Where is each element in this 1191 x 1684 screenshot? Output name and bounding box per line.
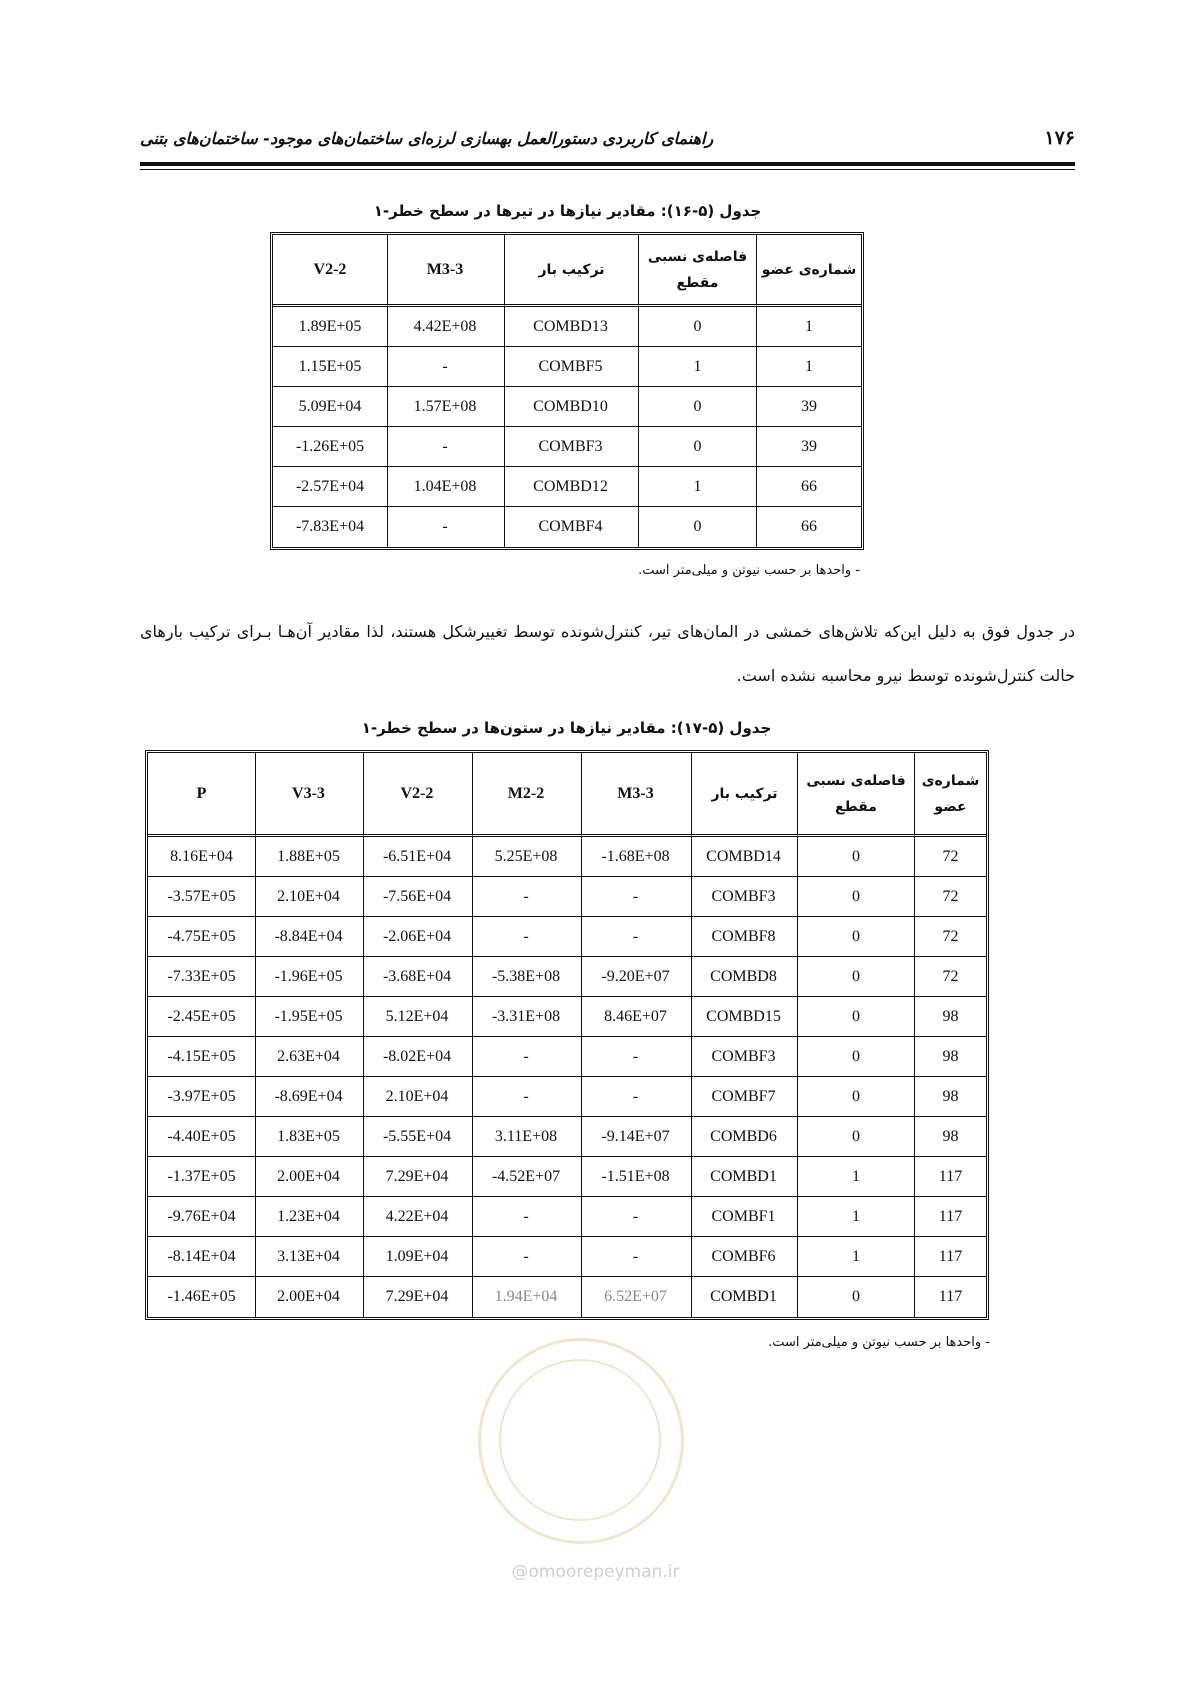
table-cell: 2.00E+04 (255, 1277, 363, 1317)
table-cell: COMBD13 (504, 307, 638, 347)
table-cell: 0 (638, 387, 756, 427)
table-cell: 5.25E+08 (472, 837, 581, 877)
table-cell: -2.06E+04 (363, 917, 472, 957)
table-cell: 117 (914, 1277, 986, 1317)
table-cell: 117 (914, 1237, 986, 1277)
seal-inner-ring (499, 1359, 661, 1521)
table-row (148, 837, 986, 877)
table-cell: -1.46E+05 (167, 1288, 236, 1305)
table-cell: 0 (797, 1117, 914, 1157)
table-cell: 1.04E+08 (387, 467, 504, 507)
table-cell: - (581, 1077, 691, 1117)
table-cell: - (581, 877, 691, 917)
table-cell: - (472, 1037, 581, 1077)
header-rule-thin (140, 169, 1075, 170)
table-cell: 66 (756, 507, 861, 547)
table-row (148, 957, 986, 997)
table-row (148, 1157, 986, 1197)
table-cell: 3.13E+04 (255, 1237, 363, 1277)
header-load-combination: ترکیب بار (504, 235, 638, 307)
table-cell: 72 (914, 917, 986, 957)
header-v3-3: V3-3 (255, 753, 363, 837)
table-row (273, 347, 861, 387)
table-cell: 7.29E+04 (363, 1277, 472, 1317)
table-cell: 1.94E+04 (472, 1277, 581, 1317)
table-cell: 0 (797, 917, 914, 957)
table-cell: -8.02E+04 (363, 1037, 472, 1077)
table-cell: COMBD6 (691, 1117, 797, 1157)
table-cell: 1.15E+05 (273, 347, 387, 387)
table-cell: -3.68E+04 (363, 957, 472, 997)
table-cell: COMBD1 (691, 1277, 797, 1317)
table-cell: - (472, 877, 581, 917)
table2-caption: جدول (۵-۱۷): مقادیر نیازها در ستون‌ها در سطح خطر-۱ (361, 719, 772, 737)
table-cell: -1.96E+05 (255, 957, 363, 997)
table-cell: COMBD12 (504, 467, 638, 507)
header-relative-distance: فاصله‌ی نسبی مقطع (638, 235, 756, 307)
header-m2-2: M2-2 (472, 753, 581, 837)
table-cell: COMBD8 (691, 957, 797, 997)
table-row (148, 997, 986, 1037)
table-cell: -5.38E+08 (472, 957, 581, 997)
table-cell: -6.51E+04 (363, 837, 472, 877)
table-cell: COMBD1 (691, 1157, 797, 1197)
table-cell: 1 (797, 1237, 914, 1277)
table-cell: 98 (914, 1037, 986, 1077)
table-cell: -2.45E+05 (148, 997, 255, 1037)
table-cell: 6.52E+07 (581, 1277, 691, 1317)
table-cell: COMBD10 (504, 387, 638, 427)
table-cell: -7.83E+04 (295, 518, 365, 535)
table-cell: COMBF3 (504, 427, 638, 467)
table-row (273, 427, 861, 467)
table-cell: 2.10E+04 (363, 1077, 472, 1117)
table-cell: 0 (797, 957, 914, 997)
table-cell: COMBF5 (504, 347, 638, 387)
table-cell: COMBF1 (691, 1197, 797, 1237)
table-cell: COMBF8 (691, 917, 797, 957)
table-cell: -5.55E+04 (363, 1117, 472, 1157)
table-cell: 0 (797, 1077, 914, 1117)
table-row (148, 917, 986, 957)
table-row (148, 1277, 986, 1317)
table-cell: 98 (914, 1077, 986, 1117)
table-cell: 1.23E+04 (255, 1197, 363, 1237)
page-number: ۱۷۶ (1044, 127, 1075, 149)
table-cell: COMBF3 (691, 877, 797, 917)
table-row (148, 1037, 986, 1077)
table-cell: -4.75E+05 (148, 917, 255, 957)
table1-caption: جدول (۵-۱۶): مقادیر نیازها در تیرها در سطح خطر-۱ (373, 202, 762, 220)
table-cell: 0 (638, 427, 756, 467)
table-cell: 98 (914, 997, 986, 1037)
table-cell: -7.33E+05 (148, 957, 255, 997)
table-cell: -4.15E+05 (148, 1037, 255, 1077)
table-cell: -4.52E+07 (472, 1157, 581, 1197)
table-cell: 2.00E+04 (255, 1157, 363, 1197)
header-member-number: شماره‌ی عضو (756, 235, 861, 307)
table-cell: 1.88E+05 (255, 837, 363, 877)
table-cell: - (472, 1237, 581, 1277)
table-row (273, 307, 861, 347)
table-cell: 0 (797, 837, 914, 877)
table-cell: 0 (797, 1037, 914, 1077)
header-load-combination: ترکیب بار (691, 753, 797, 837)
table-cell: - (472, 917, 581, 957)
table-cell: 72 (914, 877, 986, 917)
table-cell: -3.31E+08 (472, 997, 581, 1037)
table-cell: 98 (914, 1117, 986, 1157)
table-cell: 0 (638, 507, 756, 547)
table-row (148, 877, 986, 917)
table-cell: 1.09E+04 (363, 1237, 472, 1277)
table-cell: 1 (797, 1197, 914, 1237)
table-cell: -2.57E+04 (273, 467, 387, 507)
table-cell: 72 (914, 837, 986, 877)
column-demands-table (145, 750, 989, 1320)
table-cell: 1 (797, 1157, 914, 1197)
table-row (273, 467, 861, 507)
book-title: راهنمای کاربردی دستورالعمل بهسازی لرزه‌ای ساختمان‌های موجود- ساختمان‌های بتنی (140, 128, 714, 148)
table-cell: -1.68E+08 (581, 837, 691, 877)
table-cell: 2.10E+04 (255, 877, 363, 917)
table2-units-note: - واحدها بر حسب نیوتن و میلی‌متر است. (768, 1335, 990, 1350)
table-row (273, 507, 861, 547)
table-cell: 39 (756, 427, 861, 467)
table-cell: 117 (914, 1157, 986, 1197)
table-cell: COMBF6 (691, 1237, 797, 1277)
table-cell: -1.95E+05 (255, 997, 363, 1037)
table-cell: 117 (914, 1197, 986, 1237)
publisher-seal-watermark (478, 1338, 684, 1544)
table-row (148, 1197, 986, 1237)
header-member-number: شماره‌ی عضو (914, 753, 986, 837)
table-cell: - (581, 1237, 691, 1277)
table1-header-row (273, 235, 861, 307)
table-cell: 1 (638, 347, 756, 387)
table-cell: - (387, 507, 504, 547)
beam-demands-table (270, 232, 864, 550)
header-rule-thick (140, 162, 1075, 166)
table-cell: COMBD15 (691, 997, 797, 1037)
table-cell: 5.09E+04 (273, 387, 387, 427)
table-cell: -9.14E+07 (581, 1117, 691, 1157)
watermark-url: @omoorepeyman.ir (511, 1562, 680, 1582)
header-m3-3: M3-3 (387, 235, 504, 307)
table-cell: -4.40E+05 (148, 1117, 255, 1157)
table-cell: -9.76E+04 (148, 1197, 255, 1237)
page-header (140, 118, 1075, 158)
table-cell: 0 (638, 307, 756, 347)
table-cell: 8.46E+07 (581, 997, 691, 1037)
table-cell: -7.56E+04 (363, 877, 472, 917)
table-cell: 1 (756, 307, 861, 347)
table-cell: -8.84E+04 (255, 917, 363, 957)
table-cell: - (387, 347, 504, 387)
table-row (148, 1237, 986, 1277)
table-cell: -8.69E+04 (255, 1077, 363, 1117)
table-cell: COMBD14 (691, 837, 797, 877)
header-m3-3: M3-3 (581, 753, 691, 837)
table-cell: -9.20E+07 (581, 957, 691, 997)
table-cell: 1.89E+05 (273, 307, 387, 347)
table-cell: 0 (797, 997, 914, 1037)
table-cell: 1.83E+05 (255, 1117, 363, 1157)
table-cell: COMBF7 (691, 1077, 797, 1117)
table-cell: 1 (638, 467, 756, 507)
table-cell: - (581, 917, 691, 957)
body-paragraph: در جدول فوق به دلیل این‌که تلاش‌های خمشی در المان‌های تیر، کنترل‌شونده توسط تغییرشکل هستند، لذا مقادیر آن‌هـا بـرای ترکیب بارهای حالت کنترل‌شونده توسط نیرو محاسبه نشده است. (140, 622, 1075, 685)
table-cell: -1.26E+05 (273, 427, 387, 467)
header-p: P (148, 753, 255, 837)
table-cell: -8.14E+04 (148, 1237, 255, 1277)
table-cell: -3.57E+05 (148, 877, 255, 917)
table-cell: COMBF4 (504, 507, 638, 547)
table-row (148, 1117, 986, 1157)
table-cell: 72 (914, 957, 986, 997)
header-v2-2: V2-2 (363, 753, 472, 837)
table-row (273, 387, 861, 427)
table-cell: 0 (797, 877, 914, 917)
table-cell: - (472, 1197, 581, 1237)
table-cell: 4.42E+08 (387, 307, 504, 347)
header-v2-2: V2-2 (273, 235, 387, 307)
table-cell: 4.22E+04 (363, 1197, 472, 1237)
table-cell: 1 (756, 347, 861, 387)
table1-units-note: - واحدها بر حسب نیوتن و میلی‌متر است. (638, 563, 860, 578)
table-cell: COMBF3 (691, 1037, 797, 1077)
table-cell: 0 (797, 1277, 914, 1317)
table-cell: - (581, 1197, 691, 1237)
table-cell: - (581, 1037, 691, 1077)
table-row (148, 1077, 986, 1117)
table-cell: - (472, 1077, 581, 1117)
table-cell: 39 (756, 387, 861, 427)
table-cell: -1.51E+08 (581, 1157, 691, 1197)
table-cell: 1.57E+08 (387, 387, 504, 427)
table-cell: 66 (756, 467, 861, 507)
table-cell: 5.12E+04 (363, 997, 472, 1037)
table2-header-row (148, 753, 986, 837)
header-relative-distance: فاصله‌ی نسبی مقطع (797, 753, 914, 837)
table-cell: 7.29E+04 (363, 1157, 472, 1197)
table-cell: 8.16E+04 (148, 837, 255, 877)
table-cell: -3.97E+05 (148, 1077, 255, 1117)
table-cell: 2.63E+04 (255, 1037, 363, 1077)
table-cell: 3.11E+08 (472, 1117, 581, 1157)
table-cell: - (387, 427, 504, 467)
table-cell: -1.37E+05 (148, 1157, 255, 1197)
